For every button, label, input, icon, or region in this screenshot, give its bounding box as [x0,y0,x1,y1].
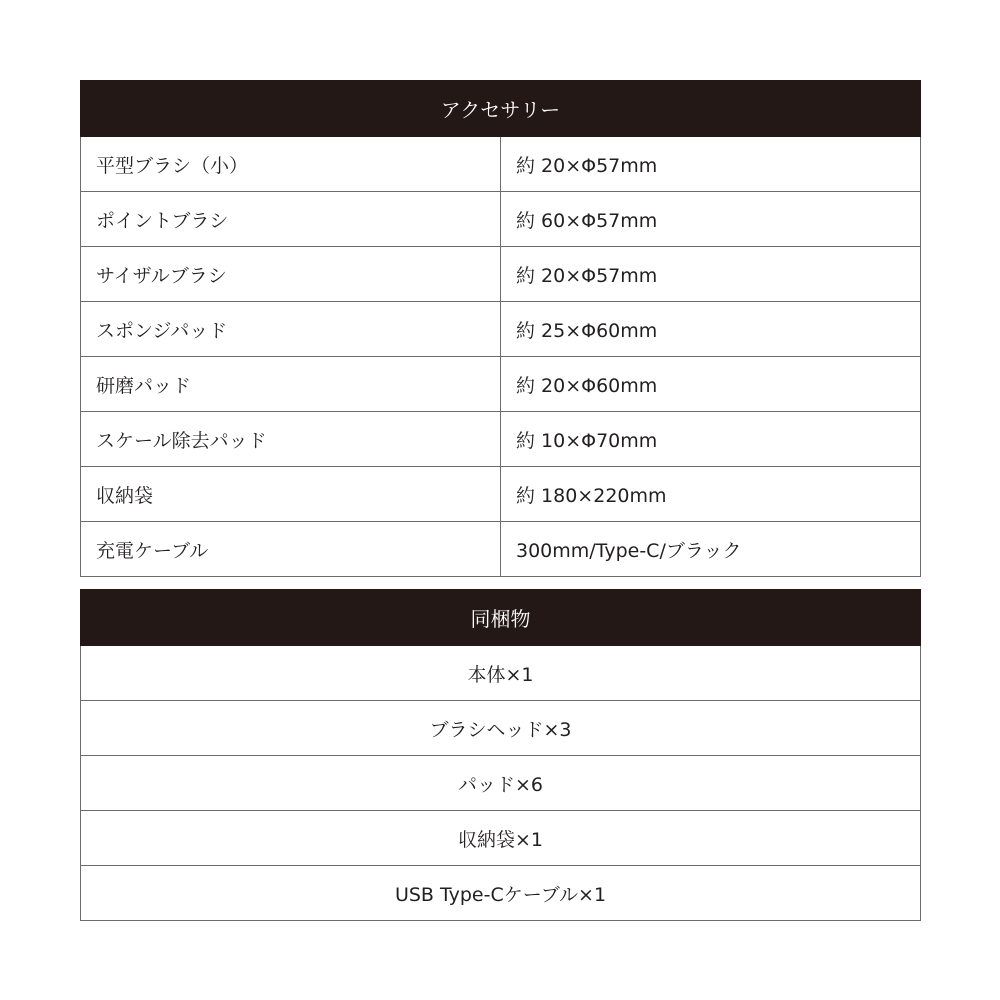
accessory-row [81,357,921,412]
accessory-size: 約 60×Φ57mm [501,192,921,247]
accessory-row [81,137,921,192]
accessory-row [81,412,921,467]
accessory-row [81,302,921,357]
package-item-row [81,701,921,756]
accessories-header-row [81,81,921,137]
accessory-name: サイザルブラシ [81,247,501,302]
accessory-size: 約 20×Φ60mm [501,357,921,412]
package-item: ブラシヘッド×3 [81,701,921,756]
package-contents-table [80,589,921,921]
accessory-size: 約 25×Φ60mm [501,302,921,357]
accessory-name: スケール除去パッド [81,412,501,467]
package-item: 収納袋×1 [81,811,921,866]
accessory-row [81,192,921,247]
package-item: 本体×1 [81,646,921,701]
accessory-row [81,522,921,577]
accessory-name: 充電ケーブル [81,522,501,577]
package-item-row [81,646,921,701]
accessory-name: スポンジパッド [81,302,501,357]
accessory-row [81,247,921,302]
accessory-size: 約 20×Φ57mm [501,247,921,302]
package-item: USB Type-Cケーブル×1 [81,866,921,921]
package-item-row [81,811,921,866]
accessory-name: 平型ブラシ（小） [81,137,501,192]
package-item: パッド×6 [81,756,921,811]
package-contents-header: 同梱物 [81,590,921,646]
package-contents-header-row [81,590,921,646]
accessory-size: 約 180×220mm [501,467,921,522]
accessory-row [81,467,921,522]
accessory-name: 研磨パッド [81,357,501,412]
accessory-size: 約 20×Φ57mm [501,137,921,192]
accessory-name: ポイントブラシ [81,192,501,247]
accessory-size: 300mm/Type-C/ブラック [501,522,921,577]
package-item-row [81,756,921,811]
accessory-name: 収納袋 [81,467,501,522]
accessory-size: 約 10×Φ70mm [501,412,921,467]
accessories-header: アクセサリー [81,81,921,137]
package-item-row [81,866,921,921]
accessories-table [80,80,921,577]
